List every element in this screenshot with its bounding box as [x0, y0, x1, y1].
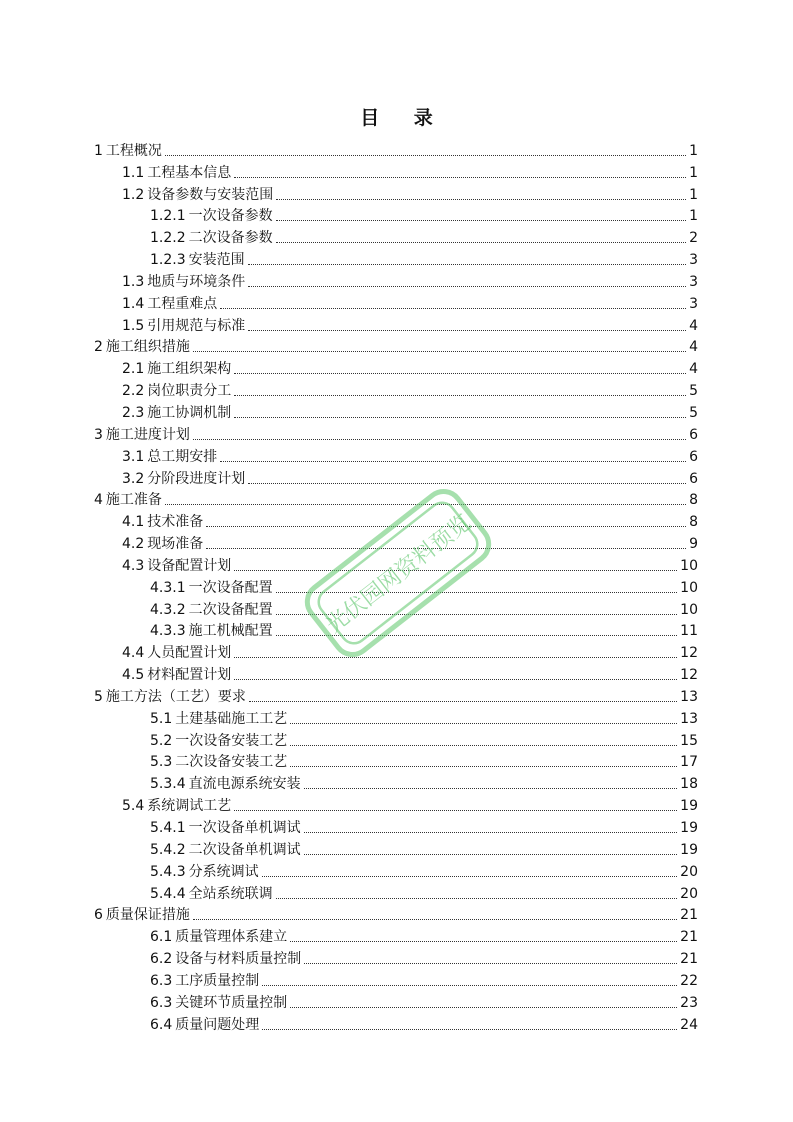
- toc-entry-page: 5: [689, 404, 698, 421]
- toc-entry-title: 设备参数与安装范围: [147, 186, 274, 203]
- toc-entry-number: 1: [94, 142, 103, 159]
- toc-entry[interactable]: [94, 466, 698, 488]
- toc-dot-leader: [249, 700, 677, 702]
- toc-entry-page: 19: [680, 841, 698, 858]
- toc-dot-leader: [193, 350, 686, 352]
- toc-dot-leader: [262, 875, 678, 877]
- toc-dot-leader: [234, 176, 686, 178]
- toc-entry-number: 6.3: [150, 972, 173, 989]
- toc-entry-page: 8: [689, 514, 698, 531]
- toc-entry-number: 4.3: [122, 557, 145, 574]
- toc-entry[interactable]: [94, 881, 698, 903]
- toc-entry-page: 23: [680, 994, 698, 1011]
- toc-entry-title: 材料配置计划: [147, 667, 232, 684]
- toc-entry-number: 1.2.2: [150, 230, 186, 247]
- toc-entry-title: 关键环节质量控制: [175, 994, 288, 1011]
- toc-entry-number: 4.5: [122, 667, 145, 684]
- toc-entry[interactable]: [94, 728, 698, 750]
- toc-entry-page: 20: [680, 863, 698, 880]
- toc-entry-title: 工程重难点: [147, 295, 218, 312]
- toc-entry-page: 3: [689, 252, 698, 269]
- toc-entry-number: 1.1: [122, 164, 145, 181]
- toc-entry-title: 现场准备: [147, 536, 204, 553]
- toc-entry-page: 4: [689, 317, 698, 334]
- toc-entry[interactable]: [94, 662, 698, 684]
- toc-entry[interactable]: [94, 903, 698, 925]
- toc-entry-title: 一次设备安装工艺: [175, 732, 288, 749]
- toc-dot-leader: [206, 525, 686, 527]
- toc-entry[interactable]: [94, 488, 698, 510]
- toc-entry-title: 质量问题处理: [175, 1016, 260, 1033]
- toc-dot-leader: [276, 613, 678, 615]
- toc-entry-page: 22: [680, 972, 698, 989]
- toc-entry[interactable]: [94, 990, 698, 1012]
- toc-entry-page: 6: [689, 426, 698, 443]
- toc-entry-title: 总工期安排: [147, 448, 218, 465]
- toc-entry-page: 13: [680, 688, 698, 705]
- toc-entry-number: 6.4: [150, 1016, 173, 1033]
- toc-entry[interactable]: [94, 160, 698, 182]
- toc-entry-page: 1: [689, 142, 698, 159]
- toc-dot-leader: [193, 918, 677, 920]
- toc-dot-leader: [304, 831, 678, 833]
- toc-entry[interactable]: [94, 204, 698, 226]
- toc-dot-leader: [276, 198, 686, 200]
- table-of-contents: [94, 138, 698, 1034]
- toc-entry-page: 1: [689, 186, 698, 203]
- toc-entry-title: 施工组织架构: [147, 361, 232, 378]
- toc-entry-title: 二次设备配置: [188, 601, 273, 618]
- toc-entry-title: 施工进度计划: [105, 426, 190, 443]
- toc-entry-page: 1: [689, 208, 698, 225]
- toc-entry[interactable]: [94, 356, 698, 378]
- toc-entry-number: 4.3.3: [150, 623, 186, 640]
- toc-entry[interactable]: [94, 225, 698, 247]
- toc-entry[interactable]: [94, 706, 698, 728]
- toc-entry[interactable]: [94, 553, 698, 575]
- toc-entry-number: 2.2: [122, 383, 145, 400]
- toc-entry[interactable]: [94, 575, 698, 597]
- toc-entry-number: 5.3.4: [150, 776, 186, 793]
- toc-entry-title: 系统调试工艺: [147, 798, 232, 815]
- toc-entry-title: 设备与材料质量控制: [175, 951, 302, 968]
- toc-entry-number: 4.2: [122, 536, 145, 553]
- toc-dot-leader: [234, 416, 686, 418]
- toc-entry-page: 10: [680, 601, 698, 618]
- toc-entry-page: 13: [680, 710, 698, 727]
- toc-entry-page: 8: [689, 492, 698, 509]
- toc-dot-leader: [276, 219, 686, 221]
- toc-entry[interactable]: [94, 771, 698, 793]
- toc-dot-leader: [304, 853, 678, 855]
- toc-entry-number: 4.3.1: [150, 579, 186, 596]
- toc-dot-leader: [165, 154, 686, 156]
- toc-entry-number: 6.1: [150, 929, 173, 946]
- toc-entry-page: 20: [680, 885, 698, 902]
- toc-entry-number: 4: [94, 492, 103, 509]
- toc-entry-page: 10: [680, 557, 698, 574]
- toc-entry-number: 6.3: [150, 994, 173, 1011]
- toc-dot-leader: [234, 394, 686, 396]
- toc-entry-title: 二次设备参数: [188, 230, 273, 247]
- toc-entry-number: 4.1: [122, 514, 145, 531]
- toc-entry-title: 一次设备配置: [188, 579, 273, 596]
- toc-entry[interactable]: [94, 968, 698, 990]
- toc-entry[interactable]: [94, 1012, 698, 1034]
- toc-dot-leader: [276, 241, 686, 243]
- toc-entry-title: 直流电源系统安装: [188, 776, 301, 793]
- toc-dot-leader: [276, 897, 678, 899]
- toc-entry-number: 1.2.3: [150, 252, 186, 269]
- toc-dot-leader: [234, 656, 677, 658]
- toc-dot-leader: [304, 962, 677, 964]
- toc-entry-title: 分阶段进度计划: [147, 470, 246, 487]
- toc-entry-number: 2: [94, 339, 103, 356]
- toc-entry-number: 6: [94, 907, 103, 924]
- toc-dot-leader: [248, 482, 686, 484]
- toc-entry[interactable]: [94, 597, 698, 619]
- toc-entry-page: 21: [680, 929, 698, 946]
- toc-entry-number: 1.5: [122, 317, 145, 334]
- toc-dot-leader: [290, 722, 677, 724]
- toc-entry-number: 4.4: [122, 645, 145, 662]
- toc-entry-number: 5.2: [150, 732, 173, 749]
- toc-entry-number: 5.3: [150, 754, 173, 771]
- toc-entry-page: 17: [680, 754, 698, 771]
- toc-dot-leader: [234, 809, 677, 811]
- toc-dot-leader: [290, 765, 677, 767]
- toc-entry-title: 质量管理体系建立: [175, 929, 288, 946]
- toc-entry-number: 5.1: [150, 710, 173, 727]
- toc-entry-number: 1.4: [122, 295, 145, 312]
- toc-entry[interactable]: [94, 684, 698, 706]
- toc-dot-leader: [206, 547, 686, 549]
- toc-entry-page: 6: [689, 470, 698, 487]
- toc-entry-title: 人员配置计划: [147, 645, 232, 662]
- toc-dot-leader: [248, 329, 686, 331]
- toc-entry-number: 5.4.4: [150, 885, 186, 902]
- toc-entry-number: 5.4.2: [150, 841, 186, 858]
- toc-dot-leader: [276, 591, 678, 593]
- toc-entry-page: 1: [689, 164, 698, 181]
- toc-entry-title: 岗位职责分工: [147, 383, 232, 400]
- toc-dot-leader: [220, 460, 686, 462]
- toc-entry[interactable]: [94, 793, 698, 815]
- toc-entry-number: 5.4.1: [150, 820, 186, 836]
- toc-entry-title: 土建基础施工工艺: [175, 710, 288, 727]
- toc-dot-leader: [193, 438, 686, 440]
- toc-dot-leader: [290, 940, 677, 942]
- toc-entry-number: 5.4.3: [150, 863, 186, 880]
- toc-entry[interactable]: [94, 182, 698, 204]
- toc-entry-title: 设备配置计划: [147, 557, 232, 574]
- toc-dot-leader: [220, 307, 686, 309]
- toc-dot-leader: [262, 984, 677, 986]
- toc-entry-page: 10: [680, 579, 698, 596]
- toc-entry-number: 3: [94, 426, 103, 443]
- toc-entry-page: 5: [689, 383, 698, 400]
- toc-entry-title: 引用规范与标准: [147, 317, 246, 334]
- toc-entry-title: 一次设备单机调试: [188, 820, 301, 836]
- toc-entry-title: 安装范围: [188, 252, 245, 269]
- toc-entry-title: 全站系统联调: [188, 885, 273, 902]
- toc-entry-title: 工序质量控制: [175, 972, 260, 989]
- toc-entry-page: 15: [680, 732, 698, 749]
- toc-entry[interactable]: [94, 422, 698, 444]
- toc-entry-page: 12: [680, 645, 698, 662]
- toc-entry-title: 工程概况: [105, 142, 162, 159]
- toc-entry-title: 二次设备单机调试: [188, 841, 301, 858]
- toc-entry-number: 1.2.1: [150, 208, 186, 225]
- toc-entry-title: 施工机械配置: [188, 623, 273, 640]
- toc-entry-number: 2.3: [122, 404, 145, 421]
- toc-entry-page: 2: [689, 230, 698, 247]
- toc-entry[interactable]: [94, 859, 698, 881]
- toc-title: 目 录: [360, 107, 447, 129]
- toc-entry-page: 12: [680, 667, 698, 684]
- toc-entry[interactable]: [94, 313, 698, 335]
- toc-entry-title: 分系统调试: [188, 863, 259, 880]
- toc-dot-leader: [234, 678, 677, 680]
- toc-entry[interactable]: [94, 378, 698, 400]
- toc-entry[interactable]: [94, 444, 698, 466]
- toc-entry-page: 6: [689, 448, 698, 465]
- toc-entry-number: 6.2: [150, 951, 173, 968]
- toc-entry-title: 工程基本信息: [147, 164, 232, 181]
- toc-dot-leader: [262, 1028, 677, 1030]
- toc-dot-leader: [234, 372, 686, 374]
- toc-entry-page: 11: [680, 623, 698, 640]
- toc-dot-leader: [234, 569, 677, 571]
- toc-dot-leader: [290, 1006, 677, 1008]
- toc-dot-leader: [276, 634, 678, 636]
- toc-entry-number: 3.2: [122, 470, 145, 487]
- toc-entry[interactable]: [94, 269, 698, 291]
- toc-entry[interactable]: [94, 815, 698, 837]
- toc-entry-page: 18: [680, 776, 698, 793]
- toc-entry-number: 5: [94, 688, 103, 705]
- watermark-text: 光伏园网资料预览: [321, 510, 476, 639]
- toc-entry-title: 二次设备安装工艺: [175, 754, 288, 771]
- toc-entry[interactable]: [94, 291, 698, 313]
- toc-entry[interactable]: [94, 619, 698, 641]
- toc-entry[interactable]: [94, 138, 698, 160]
- toc-entry-number: 3.1: [122, 448, 145, 465]
- toc-entry-page: 19: [680, 798, 698, 815]
- toc-entry-title: 质量保证措施: [105, 907, 190, 924]
- toc-entry-page: 9: [689, 536, 698, 553]
- toc-dot-leader: [248, 285, 686, 287]
- toc-entry-number: 2.1: [122, 361, 145, 378]
- toc-entry[interactable]: [94, 400, 698, 422]
- toc-entry-page: 4: [689, 339, 698, 356]
- toc-entry-page: 24: [680, 1016, 698, 1033]
- toc-entry-title: 一次设备参数: [188, 208, 273, 225]
- toc-entry[interactable]: [94, 750, 698, 772]
- toc-entry-title: 技术准备: [147, 514, 204, 531]
- toc-dot-leader: [248, 263, 686, 265]
- toc-dot-leader: [304, 787, 678, 789]
- toc-entry-number: 1.3: [122, 273, 145, 290]
- toc-entry[interactable]: [94, 640, 698, 662]
- toc-entry[interactable]: [94, 335, 698, 357]
- toc-entry-number: 4.3.2: [150, 601, 186, 618]
- toc-entry[interactable]: [94, 837, 698, 859]
- toc-dot-leader: [290, 744, 677, 746]
- toc-entry-title: 地质与环境条件: [147, 273, 246, 290]
- toc-entry-number: 5.4: [122, 798, 145, 815]
- toc-entry[interactable]: [94, 247, 698, 269]
- toc-entry[interactable]: [94, 946, 698, 968]
- toc-entry-title: 施工方法（工艺）要求: [105, 688, 246, 705]
- toc-entry[interactable]: [94, 531, 698, 553]
- toc-entry[interactable]: [94, 509, 698, 531]
- toc-entry-title: 施工协调机制: [147, 404, 232, 421]
- toc-entry-title: 施工准备: [105, 492, 162, 509]
- toc-dot-leader: [165, 503, 686, 505]
- toc-entry-number: 1.2: [122, 186, 145, 203]
- toc-entry-page: 21: [680, 907, 698, 924]
- toc-entry-page: 4: [689, 361, 698, 378]
- toc-entry-page: 21: [680, 951, 698, 968]
- toc-entry-page: 3: [689, 273, 698, 290]
- toc-entry[interactable]: [94, 924, 698, 946]
- toc-entry-title: 施工组织措施: [105, 339, 190, 356]
- toc-entry-page: 3: [689, 295, 698, 312]
- toc-entry-page: 19: [680, 820, 698, 836]
